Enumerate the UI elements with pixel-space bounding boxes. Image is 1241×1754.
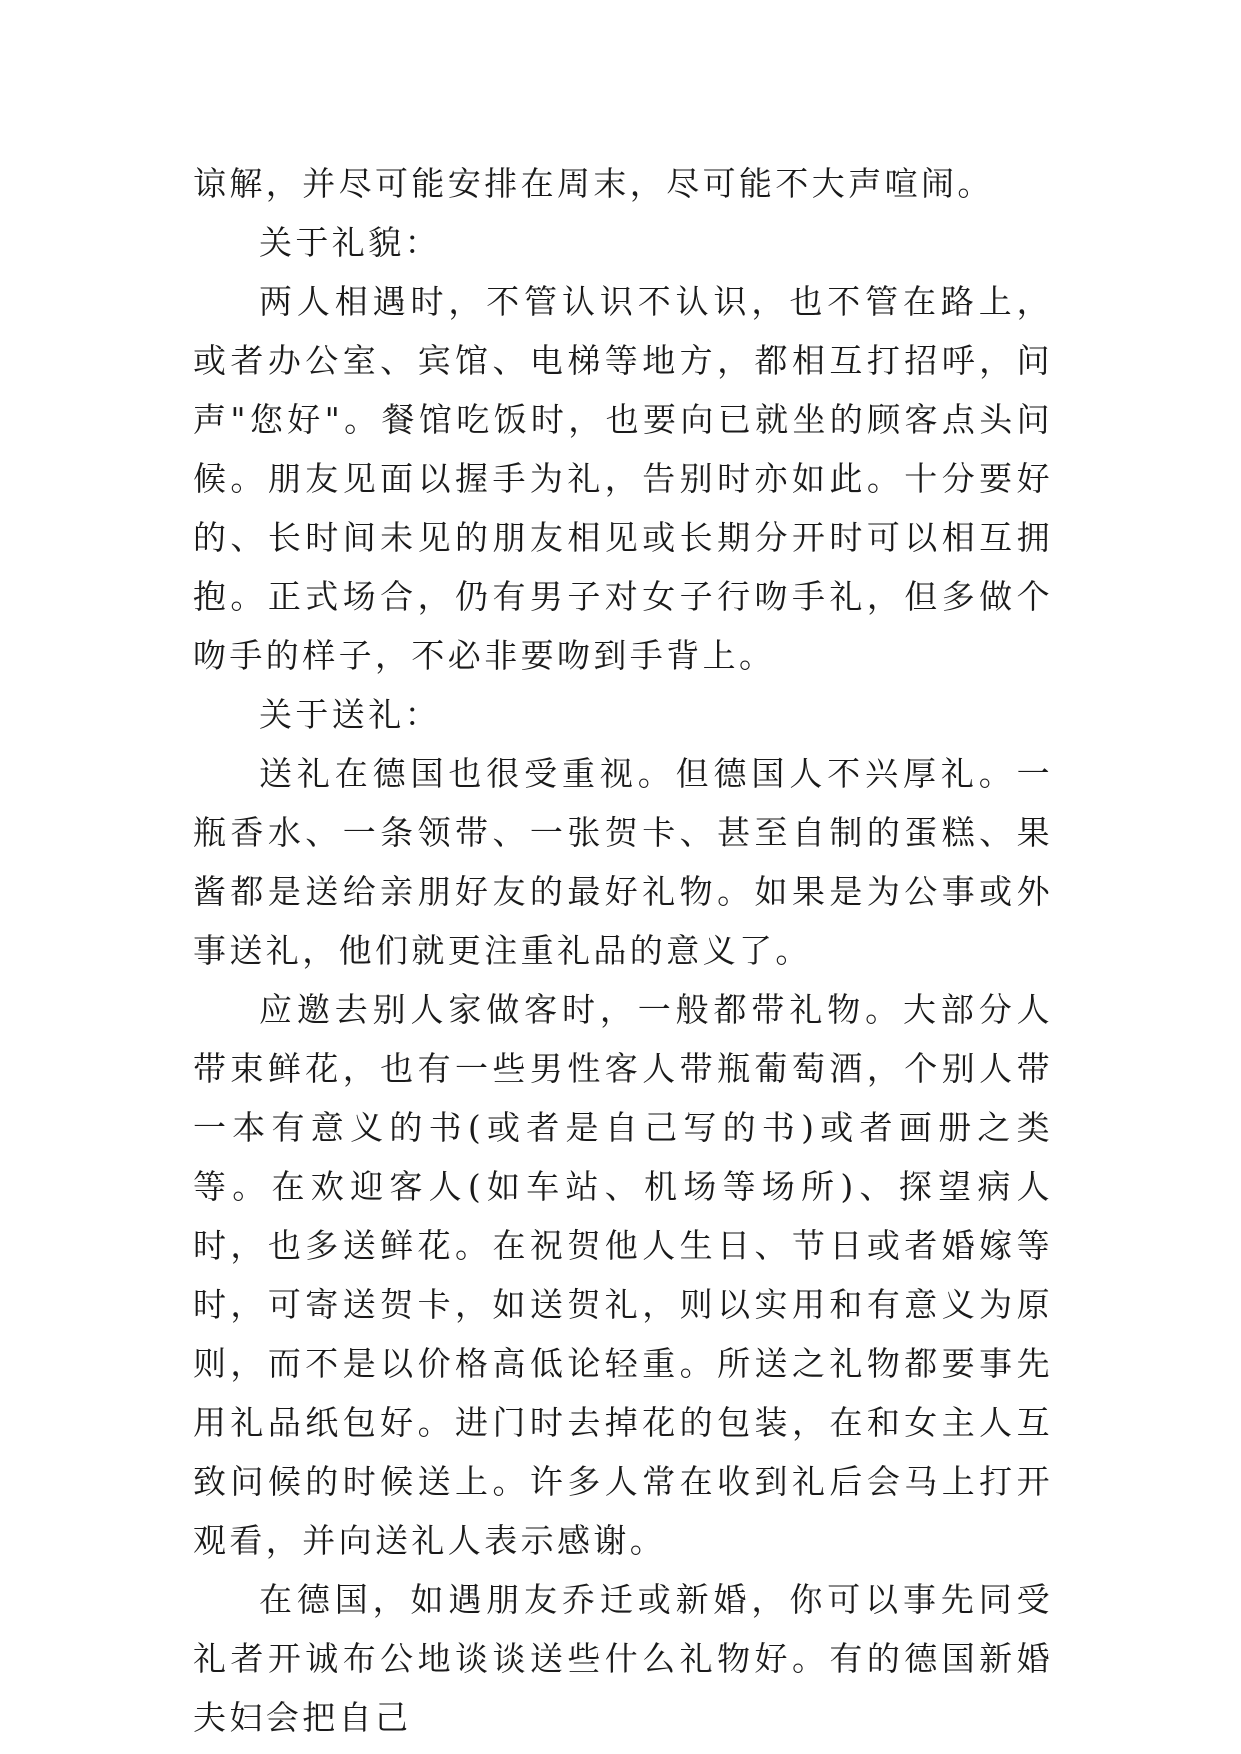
- paragraph-gifts-wedding: 在德国，如遇朋友乔迁或新婚，你可以事先同受礼者开诚布公地谈谈送些什么礼物好。有的德国新婚夫妇会把自己: [193, 1580, 1053, 1737]
- paragraph-gifts-visit: 应邀去别人家做客时，一般都带礼物。大部分人带束鲜花，也有一些男性客人带瓶葡萄酒，个别人带一本有意义的书(或者是自己写的书)或者画册之类等。在欢迎客人(如车站、机场等场所)、探望病人时，也多送鲜花。在祝贺他人生日、节日或者婚嫁等时，可寄送贺卡，如送贺礼，则以实用和有意义为原则，而不是以价格高低论轻重。所送之礼物都要事先用礼品纸包好。进门时去掉花的包装，在和女主人互致问候的时候送上。许多人常在收到礼后会马上打开观看，并向送礼人表示感谢。: [193, 990, 1053, 1560]
- paragraph-gifts-intro: 送礼在德国也很受重视。但德国人不兴厚礼。一瓶香水、一条领带、一张贺卡、甚至自制的蛋糕、果酱都是送给亲朋好友的最好礼物。如果是为公事或外事送礼，他们就更注重礼品的意义了。: [193, 754, 1053, 970]
- document-body: [193, 154, 1053, 1747]
- section-heading-gifts: 关于送礼：: [259, 695, 441, 734]
- paragraph-courtesy: 两人相遇时，不管认识不认识，也不管在路上，或者办公室、宾馆、电梯等地方，都相互打招呼，问声"您好"。餐馆吃饭时，也要向已就坐的顾客点头问候。朋友见面以握手为礼，告别时亦如此。十分要好的、长时间未见的朋友相见或长期分开时可以相互拥抱。正式场合，仍有男子对女子行吻手礼，但多做个吻手的样子，不必非要吻到手背上。: [193, 282, 1053, 675]
- paragraph-continuation: 谅解，并尽可能安排在周末，尽可能不大声喧闹。: [193, 164, 994, 203]
- section-heading-courtesy: 关于礼貌：: [259, 223, 441, 262]
